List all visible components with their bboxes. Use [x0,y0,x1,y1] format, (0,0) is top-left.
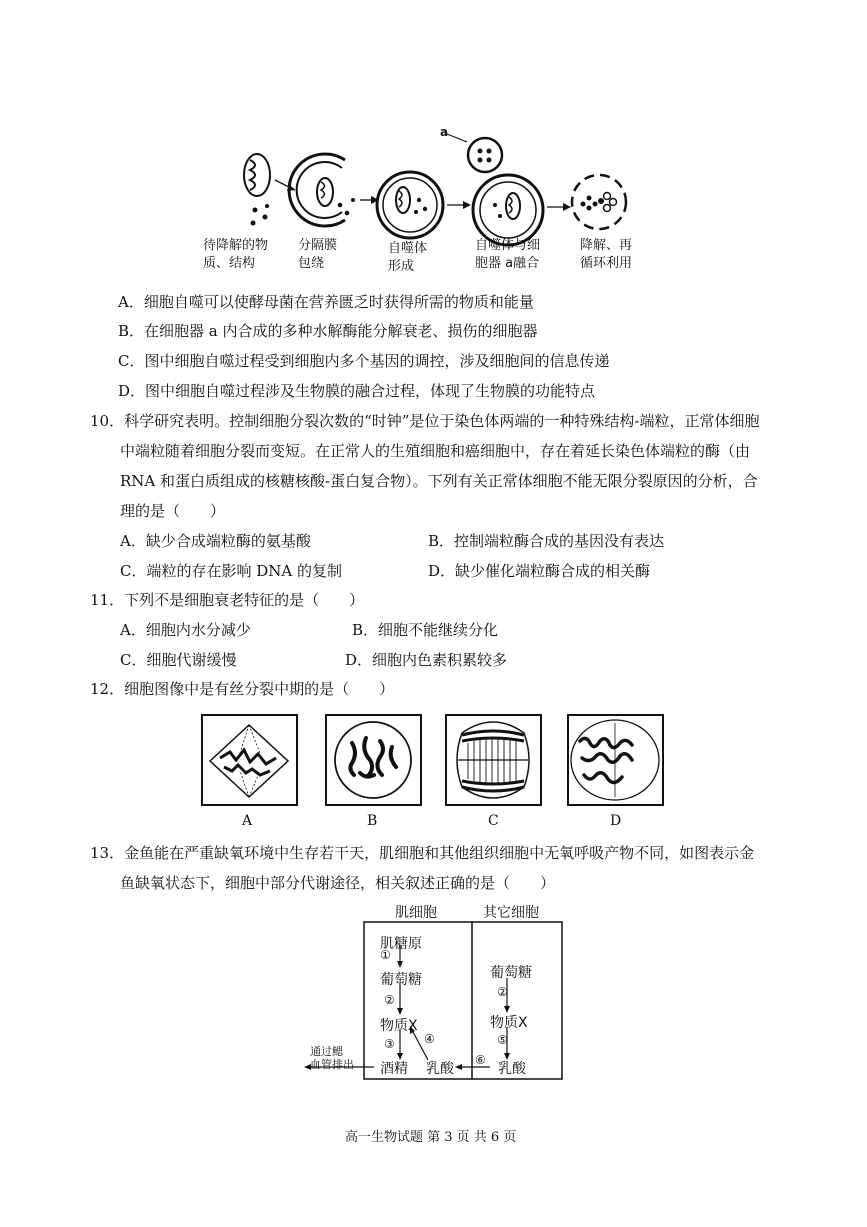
excretion-label [310,1045,354,1071]
q12-label-c: C [488,813,499,829]
step-2-line1: 分隔膜 [298,238,338,253]
q10-stem-line3: RNA 和蛋白质组成的核糖核酸-蛋白复合物）。下列有关正常体细胞不能无限分裂原因的分析，合 [120,472,758,490]
muscle-glycogen: 肌糖原 [380,936,422,952]
step-1-line1: 待降解的物 [203,238,269,253]
lactic-acid-left: 乳酸 [426,1061,454,1077]
col-muscle-cell: 肌细胞 [395,905,437,921]
step-label-5 [580,237,632,273]
q12-label-a: A [242,813,253,829]
q10-stem-line4: 理的是（ ） [120,502,226,520]
q11-option-c: C．细胞代谢缓慢 [120,651,237,669]
q12-label-b: B [367,813,378,829]
q13-stem-line1: 13．金鱼能在严重缺氧环境中生存若干天，肌细胞和其他组织细胞中无氧呼吸产物不同，如图表示金 [90,844,755,862]
q9-option-a: A．细胞自噬可以使酵母菌在营养匮乏时获得所需的物质和能量 [118,293,534,311]
q10-stem-line1: 10．科学研究表明。控制细胞分裂次数的“时钟”是位于染色体两端的一种特殊结构-端粒，正常体细胞 [90,412,760,430]
q13-stem-line2: 鱼缺氧状态下，细胞中部分代谢途径，相关叙述正确的是（ ） [120,874,556,892]
lactic-acid-right: 乳酸 [498,1061,526,1077]
step-3-line2: 形成 [388,259,415,274]
q10-option-c: C．端粒的存在影响 DNA 的复制 [120,562,342,580]
step-5-line2: 循环利用 [580,256,633,271]
step-5: ⑤ [497,1033,508,1047]
q11-stem: 11．下列不是细胞衰老特征的是（ ） [90,591,365,609]
step-1-line2: 质、结构 [203,256,256,271]
q10-option-d: D．缺少催化端粒酶合成的相关酶 [428,562,651,580]
step-4-line1: 自噬体与细 [475,238,541,253]
q12-cell-images [200,713,670,833]
excretion-line2: 血管排出 [310,1058,354,1071]
q9-option-b: B．在细胞器 a 内合成的多种水解酶能分解衰老、损伤的细胞器 [118,322,538,340]
q12-stem: 12．细胞图像中是有丝分裂中期的是（ ） [90,680,395,698]
metabolism-diagram [300,900,570,1085]
col-other-cells: 其它细胞 [483,905,539,921]
q12-label-d: D [610,813,622,829]
q10-option-a: A．缺少合成端粒酶的氨基酸 [120,532,311,550]
alcohol: 酒精 [380,1061,408,1077]
q11-option-d: D．细胞内色素积累较多 [345,651,508,669]
autophagy-diagram [195,120,655,280]
glucose-right: 葡萄糖 [490,965,532,981]
substance-x-left: 物质X [380,1018,418,1034]
label-a: a [440,125,449,139]
q9-option-d: D．图中细胞自噬过程涉及生物膜的融合过程，体现了生物膜的功能特点 [118,382,596,400]
step-2-left: ② [384,993,395,1007]
step-3: ③ [384,1037,395,1051]
step-label-2 [298,237,337,273]
q11-option-a: A．细胞内水分减少 [120,621,251,639]
step-label-3 [388,240,427,276]
substance-x-right: 物质X [490,1015,528,1031]
q9-option-c: C．图中细胞自噬过程受到细胞内多个基因的调控，涉及细胞间的信息传递 [118,352,610,370]
step-5-line1: 降解、再 [580,238,633,253]
excretion-line1: 通过鳃 [310,1045,343,1058]
step-2-right: ② [497,985,508,999]
step-label-4 [475,237,540,273]
page-footer: 高一生物试题 第 3 页 共 6 页 [345,1130,517,1145]
mitosis-figures [200,713,670,833]
step-4-line2: 胞器 a融合 [475,256,540,271]
step-3-line1: 自噬体 [388,241,428,256]
step-2-line2: 包绕 [298,256,325,271]
step-label-1 [203,237,268,273]
q10-option-b: B．控制端粒酶合成的基因没有表达 [428,532,665,550]
step-4: ④ [424,1032,435,1046]
q11-option-b: B．细胞不能继续分化 [352,621,499,639]
step-6: ⑥ [475,1053,486,1067]
glucose-left: 葡萄糖 [380,972,422,988]
step-1: ① [380,948,391,962]
q10-stem-line2: 中端粒随着细胞分裂而变短。在正常人的生殖细胞和癌细胞中，存在着延长染色体端粒的酶（由 [120,442,751,460]
